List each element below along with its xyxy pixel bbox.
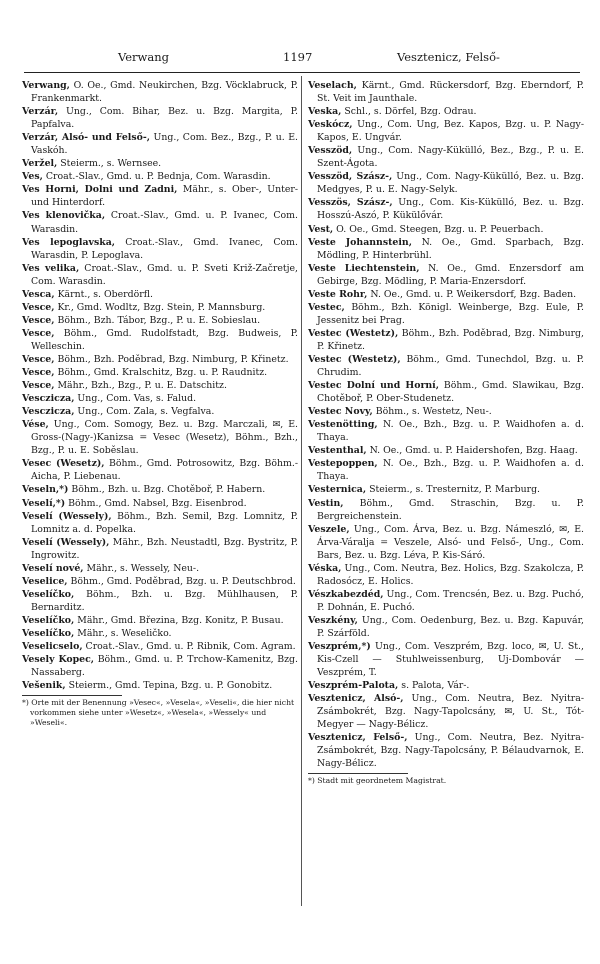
entry-headword: Vesce, (22, 327, 55, 339)
entry-details: N. Oe., Bzh., Bzg. u. P. Waidhofen a. d. Thaya. (317, 458, 584, 483)
entry-headword: Vesszöd, (308, 145, 353, 157)
entry-details: Steierm., s. Tresternitz, P. Marburg. (366, 484, 541, 496)
entry-details: Ung., Com. Bihar, Bez. u. Bzg. Margita, P. Papfalva. (31, 106, 298, 131)
entry-details: O. Oe., Gmd. Steegen, Bzg. u. P. Peuerbach. (333, 223, 544, 235)
entry-details: N. Oe., Gmd. u. P. Haidershofen, Bzg. Haag. (366, 445, 578, 457)
gazetteer-entry (22, 640, 298, 653)
entry-details: Mähr., Bzh., Bzg., P. u. E. Datschitz. (54, 380, 227, 392)
gazetteer-entry (22, 379, 298, 392)
entry-headword: Veste Liechtenstein, (308, 262, 420, 274)
entry-details: Ung., Com. Kis-Kükülló, Bez. u. Bzg. Hosszú-Aszó, P. Kükülővár. (317, 197, 584, 222)
entry-details: Ung., Com. Ung, Bez. Kapos, Bzg. u. P. Nagy-Kapos, E. Ungvár. (317, 119, 584, 144)
gazetteer-entry (308, 562, 584, 588)
gazetteer-entry (22, 457, 298, 483)
gazetteer-entry (22, 588, 298, 614)
gazetteer-entry (22, 183, 298, 209)
entry-details: Steierm., Gmd. Tepina, Bzg. u. P. Gonobitz. (65, 680, 273, 692)
left-column (22, 79, 298, 728)
gazetteer-entry (22, 131, 298, 157)
entry-details: O. Oe., Gmd. Neukirchen, Bzg. Vöcklabruck, P. Frankenmarkt. (31, 80, 298, 105)
gazetteer-entry (308, 640, 584, 679)
entry-details: Mähr., Bzh. Neustadtl, Bzg. Bystritz, P. Ingrowitz. (31, 536, 299, 561)
header-left-term: Verwang (118, 50, 170, 64)
entry-headword: Vesztenicz, Felső-, (308, 732, 408, 744)
entry-headword: Verzár, (22, 106, 59, 118)
entry-details: Böhm., Gmd. u. P. Trchow-Kamenitz, Bzg. Nassaberg. (31, 654, 298, 679)
entry-headword: Vešenik, (22, 680, 66, 692)
gazetteer-entry (22, 79, 298, 105)
entry-details: Ung., Com. Nagy-Kükülló, Bez., Bzg., P. u. E. Szent-Ágota. (317, 145, 584, 170)
entry-headword: Veselí (Wessely), (22, 536, 110, 548)
gazetteer-entry (308, 353, 584, 379)
entry-details: Böhm., Gmd. Rudolfstadt, Bzg. Budweis, P. Welleschin. (31, 327, 298, 352)
footnote-rule (308, 773, 408, 774)
gazetteer-entry (308, 497, 584, 523)
entry-headword: Veska, (308, 106, 342, 118)
entry-headword: Veržel, (22, 158, 58, 170)
entry-headword: Vesczicza, (22, 406, 75, 418)
gazetteer-entry (22, 301, 298, 314)
gazetteer-entry (308, 379, 584, 405)
entry-headword: Verwang, (22, 80, 70, 91)
gazetteer-entry (22, 157, 298, 170)
gazetteer-entry (308, 144, 584, 170)
entry-headword: Vesztenicz, Alsó-, (308, 693, 404, 705)
gazetteer-entry (308, 444, 584, 457)
entry-details: Croat.-Slav., Gmd. u. P. Ribnik, Com. Agram. (82, 641, 296, 653)
gazetteer-entry (22, 575, 298, 588)
gazetteer-entry (22, 288, 298, 301)
gazetteer-entry (308, 418, 584, 444)
entry-details: N. Oe., Gmd. Sparbach, Bzg. Mödling, P. Hinterbrühl. (317, 236, 584, 261)
entry-details: Croat.-Slav., Gmd. u. P. Sveti Križ-Začretje, Com. Warasdin. (31, 262, 298, 287)
gazetteer-entry (22, 170, 298, 183)
entry-headword: Ves velika, (22, 262, 80, 274)
gazetteer-entry (22, 405, 298, 418)
entry-details: Mähr., s. Ober-, Unter- und Hinterdorf. (31, 184, 299, 209)
entry-headword: Vesec (Wesetz), (22, 458, 105, 470)
entry-details: Böhm., Gmd. Poděbrad, Bzg. u. P. Deutschbrod. (67, 575, 296, 587)
gazetteer-entry (308, 731, 584, 770)
footnote: *) Orte mit der Benennung »Vesec«, »Vesela«, »Veseli«, die hier nicht vorkommen siehe unter »Wesetz«, »Wesela«, »Wessely« und »Weseli«. (22, 698, 295, 728)
gazetteer-entry (308, 105, 584, 118)
entry-headword: Veselíčko, (22, 614, 75, 626)
gazetteer-entry (22, 627, 298, 640)
entry-details: Böhm., Bzh. Poděbrad, Bzg. Nimburg, P. Křinetz. (317, 327, 585, 352)
gazetteer-entry (22, 236, 298, 262)
gazetteer-entry (308, 118, 584, 144)
entry-headword: Veskócz, (308, 119, 353, 131)
gazetteer-entry (22, 653, 298, 679)
entry-details: Böhm., Gmd. Kralschitz, Bzg. u. P. Raudnitz. (54, 367, 268, 379)
gazetteer-entry (22, 562, 298, 575)
entry-details: Ung., Com. Bez., Bzg., P. u. E. Vaskóh. (31, 132, 298, 157)
column-divider (301, 76, 302, 906)
entry-headword: Vestec (Westetz), (308, 353, 401, 365)
gazetteer-entry (308, 679, 584, 692)
entry-headword: Vestepoppen, (308, 458, 378, 470)
entry-details: Böhm., Bzh. Poděbrad, Bzg. Nimburg, P. Křinetz. (54, 353, 289, 365)
entry-headword: Vesce, (22, 301, 55, 313)
entry-details: Ung., Com. Neutra, Bez. Nyitra-Zsámbokrét, Bzg. Nagy-Tapolcsány, P. Bélaudvarnok, E. Nagy-Bélicz. (317, 732, 584, 770)
entry-headword: Ves Horni, Dolni und Zadni, (22, 184, 178, 196)
entry-headword: Vestec Novy, (308, 406, 373, 418)
entry-details: Ung., Com. Nagy-Kükülló, Bez. u. Bzg. Medgyes, P. u. E. Nagy-Selyk. (317, 171, 584, 196)
entry-headword: Vesce, (22, 367, 55, 379)
entry-headword: Vesszöd, Szász-, (308, 171, 393, 183)
gazetteer-entry (22, 366, 298, 379)
gazetteer-entry (308, 523, 584, 562)
entry-details: Böhm., Gmd. Nabsel, Bzg. Eisenbrod. (65, 497, 247, 509)
gazetteer-entry (308, 262, 584, 288)
gazetteer-entry (308, 170, 584, 196)
gazetteer-entry (308, 196, 584, 222)
entry-details: Böhm., Gmd. Slawikau, Bzg. Chotěboř, P. Ober-Studenetz. (317, 380, 585, 405)
entry-headword: Veste Johannstein, (308, 236, 412, 248)
entry-headword: Vestec, (308, 301, 345, 313)
entry-details: Mähr., Gmd. Březina, Bzg. Konitz, P. Busau. (74, 614, 284, 626)
gazetteer-entry (22, 209, 298, 235)
entry-details: Ung., Com. Zala, s. Vegfalva. (74, 406, 215, 418)
entry-headword: Veszprém,*) (308, 641, 371, 653)
running-header (0, 50, 600, 66)
gazetteer-entry (22, 536, 298, 562)
header-rule (24, 72, 580, 73)
entry-headword: Vestin, (308, 497, 344, 509)
entry-headword: Veselí (Wessely), (22, 510, 112, 522)
entry-details: Ung., Com. Vas, s. Falud. (74, 393, 197, 405)
entry-headword: Vesce, (22, 314, 55, 326)
entry-headword: Veszele, (308, 523, 350, 535)
entry-headword: Ves klenovička, (22, 210, 106, 222)
entry-headword: Verzár, Alsó- und Felső-, (22, 132, 150, 144)
gazetteer-entry (22, 105, 298, 131)
entry-headword: Veselice, (22, 575, 68, 587)
entry-headword: Veszprém-Palota, (308, 680, 399, 692)
entry-details: Böhm., Bzh. Königl. Weinberge, Bzg. Eule, P. Jessenitz bei Prag. (317, 301, 584, 326)
gazetteer-entry (308, 614, 584, 640)
entry-headword: Vesczicza, (22, 393, 75, 405)
entry-details: Ung., Com. Oedenburg, Bez. u. Bzg. Kapuvár, P. Szárföld. (317, 614, 584, 639)
gazetteer-entry (308, 588, 584, 614)
header-right-term: Vesztenicz, Felső- (397, 50, 500, 64)
entry-details: N. Oe., Bzh., Bzg. u. P. Waidhofen a. d. Thaya. (317, 419, 584, 444)
gazetteer-entry (308, 457, 584, 483)
gazetteer-entry (308, 288, 584, 301)
gazetteer-entry (308, 79, 584, 105)
entry-headword: Vészkabezdéd, (308, 588, 384, 600)
entry-details: Ung., Com. Neutra, Bez. Nyitra-Zsámbokrét, Bzg. Nagy-Tapolcsány, ✉, U. St., Tót-Megyer — Nagy-Bélicz. (317, 693, 584, 731)
gazetteer-entry (308, 223, 584, 236)
entry-headword: Ves, (22, 171, 43, 183)
entry-headword: Vestec (Westetz), (308, 327, 399, 339)
entry-details: Kärnt., Gmd. Rückersdorf, Bzg. Eberndorf, P. St. Veit im Jaunthale. (317, 80, 584, 105)
entry-details: Steierm., s. Wernsee. (57, 158, 162, 170)
gazetteer-entry (22, 614, 298, 627)
gazetteer-entry (308, 483, 584, 496)
footnote: *) Stadt mit geordnetem Magistrat. (308, 776, 447, 786)
gazetteer-entry (22, 418, 298, 457)
entry-details: Böhm., Bzh. u. Bzg. Mühlhausen, P. Bernarditz. (31, 588, 298, 613)
entry-headword: Vesca, (22, 288, 55, 300)
gazetteer-entry (22, 262, 298, 288)
entry-headword: Veselí,*) (22, 497, 66, 509)
entry-headword: Vestenthal, (308, 445, 367, 457)
gazetteer-entry (22, 314, 298, 327)
gazetteer-entry (22, 510, 298, 536)
entry-details: Ung., Com. Veszprém, Bzg. loco, ✉, U. St., Kis-Czell — Stuhlweissenburg, Uj-Dombovár — Veszprém, T. (317, 641, 584, 679)
entry-headword: Vestec Dolní und Horní, (308, 380, 439, 392)
entry-details: Böhm., Bzh. u. Bzg. Chotěboř, P. Habern. (68, 484, 266, 496)
entry-headword: Vest, (308, 223, 334, 235)
entry-headword: Ves lepoglavska, (22, 236, 116, 248)
entry-headword: Vesszös, Szász-, (308, 197, 393, 209)
entry-details: Croat.-Slav., Gmd. Ivanec, Com. Warasdin, P. Lepoglava. (31, 236, 298, 261)
entry-details: Kärnt., s. Oberdörfl. (54, 288, 153, 300)
entry-details: N. Oe., Gmd. u. P. Weikersdorf, Bzg. Baden. (367, 288, 577, 300)
gazetteer-entry (22, 327, 298, 353)
entry-details: Böhm., Gmd. Tunechdol, Bzg. u. P. Chrudim. (317, 353, 584, 379)
entry-headword: Vése, (22, 419, 49, 431)
entry-details: Mähr., s. Weseličko. (74, 627, 172, 639)
entry-headword: Vesce, (22, 353, 55, 365)
entry-details: Ung., Com. Somogy, Bez. u. Bzg. Marczali, ✉, E. Gross-(Nagy-)Kanizsa = Vesec (Wesetz), Böhm., Bzh., Bzg., P. u. E. Soběslau. (31, 419, 298, 457)
entry-headword: Veselicselo, (22, 641, 83, 653)
gazetteer-entry (308, 236, 584, 262)
page-number: 1197 (283, 50, 313, 64)
gazetteer-entry (308, 692, 584, 731)
entry-details: Ung., Com. Neutra, Bez. Holics, Bzg. Szakolcza, P. Radosócz, E. Holics. (317, 562, 584, 587)
entry-details: Böhm., Gmd. Straschin, Bzg. u. P. Bergreichenstein. (317, 497, 584, 522)
footnote-rule (22, 695, 122, 696)
gazetteer-entry (22, 679, 298, 692)
entry-headword: Veselíčko, (22, 588, 75, 600)
entry-details: Mähr., s. Wessely, Neu-. (83, 562, 200, 574)
entry-headword: Vesce, (22, 380, 55, 392)
right-column (308, 79, 584, 786)
entry-details: Böhm., s. Westetz, Neu-. (372, 406, 492, 418)
gazetteer-entry (22, 497, 298, 510)
gazetteer-entry (22, 353, 298, 366)
entry-headword: Veselí nové, (22, 562, 84, 574)
entry-details: Schl., s. Dörfel, Bzg. Odrau. (341, 106, 477, 118)
entry-details: Croat.-Slav., Gmd. u. P. Bednja, Com. Warasdin. (42, 171, 271, 183)
entry-details: Ung., Com. Trencsén, Bez. u. Bzg. Puchó, P. Dohnán, E. Puchó. (317, 588, 584, 613)
entry-details: s. Palota, Vár-. (398, 680, 470, 692)
entry-details: Böhm., Bzh. Semil, Bzg. Lomnitz, P. Lomnitz a. d. Popelka. (31, 510, 299, 535)
entry-headword: Veseln,*) (22, 484, 69, 496)
entry-details: Croat.-Slav., Gmd. u. P. Ivanec, Com. Warasdin. (31, 210, 298, 235)
gazetteer-entry (308, 301, 584, 327)
entry-details: N. Oe., Gmd. Enzersdorf am Gebirge, Bzg. Mödling, P. Maria-Enzersdorf. (317, 262, 584, 287)
entry-headword: Véska, (308, 562, 342, 574)
entry-headword: Veszkény, (308, 614, 358, 626)
entry-headword: Vestenötting, (308, 419, 378, 431)
entry-details: Böhm., Gmd. Potrosowitz, Bzg. Böhm.-Aicha, P. Liebenau. (31, 458, 299, 483)
entry-headword: Vesely Kopec, (22, 654, 95, 666)
gazetteer-entry (22, 392, 298, 405)
gazetteer-entry (308, 327, 584, 353)
entry-details: Ung., Com. Árva, Bez. u. Bzg. Námeszló, ✉, E. Árva-Váralja = Veszele, Alsó- und Felső-, Ung., Com. Bars, Bez. u. Bzg. Léva, P. Kis-Sáró. (317, 523, 584, 561)
entry-headword: Vesternica, (308, 484, 367, 496)
entry-headword: Veselach, (308, 80, 357, 91)
entry-details: Böhm., Bzh. Tábor, Bzg., P. u. E. Sobieslau. (54, 314, 261, 326)
entry-headword: Veselíčko, (22, 627, 75, 639)
gazetteer-entry (308, 405, 584, 418)
entry-headword: Veste Rohr, (308, 288, 368, 300)
entry-details: Kr., Gmd. Wodltz, Bzg. Stein, P. Mannsburg. (54, 301, 266, 313)
gazetteer-entry (22, 483, 298, 496)
